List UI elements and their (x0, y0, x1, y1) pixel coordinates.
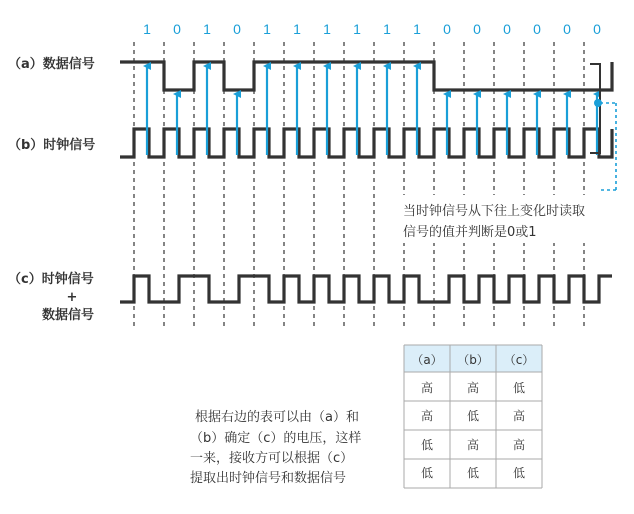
bit-label: 1 (263, 21, 271, 37)
explanation-line2: （b）确定（c）的电压，这样 (190, 431, 362, 446)
table-cell: 低 (420, 438, 434, 452)
table-cell: 高 (420, 381, 434, 395)
bit-label: 1 (143, 21, 151, 37)
callout-line1: 当时钟信号从下往上变化时读取 (403, 204, 586, 219)
clock-signal-waveform (120, 129, 612, 157)
data-signal-waveform (120, 62, 612, 90)
table-cell: 低 (512, 466, 526, 480)
bit-label: 1 (323, 21, 331, 37)
table-cell: 高 (466, 438, 480, 452)
label-combined-signal-line1: （c）时钟信号 (8, 272, 94, 287)
bit-label: 0 (443, 21, 451, 37)
explanation-line4: 提取出时钟信号和数据信号 (190, 471, 347, 486)
callout-line2: 信号的值并判断是0或1 (403, 225, 537, 240)
bit-label: 0 (593, 21, 601, 37)
table-cell: 高 (512, 409, 526, 423)
bit-label: 1 (413, 21, 421, 37)
truth-table (404, 345, 542, 488)
table-header-b: （b） (457, 353, 489, 367)
table-cell: 高 (420, 409, 434, 423)
table-cell: 高 (466, 381, 480, 395)
table-header-a: （a） (411, 353, 443, 367)
callout-dot (594, 99, 602, 107)
bit-labels (143, 21, 601, 37)
label-data-signal: （a）数据信号 (8, 57, 95, 72)
bit-label: 1 (353, 21, 361, 37)
bit-label: 0 (563, 21, 571, 37)
table-cell: 低 (512, 381, 526, 395)
table-cell: 低 (466, 466, 480, 480)
label-clock-signal: （b）时钟信号 (8, 138, 96, 153)
label-combined-signal-line3: 数据信号 (42, 308, 95, 323)
table-header-c: （c） (503, 353, 535, 367)
label-combined-signal-plus: + (66, 290, 78, 305)
bit-label: 0 (173, 21, 181, 37)
bit-label: 0 (473, 21, 481, 37)
table-cell: 低 (420, 466, 434, 480)
bit-label: 1 (383, 21, 391, 37)
explanation-line1: 根据右边的表可以由（a）和 (195, 410, 359, 425)
sampling-arrows (147, 66, 597, 155)
table-cell: 高 (512, 438, 526, 452)
bit-label: 0 (533, 21, 541, 37)
explanation-line3: 一来，接收方可以根据（c） (190, 451, 354, 466)
bit-label: 0 (233, 21, 241, 37)
bit-label: 1 (293, 21, 301, 37)
bit-label: 1 (203, 21, 211, 37)
bit-label: 0 (503, 21, 511, 37)
table-cell: 低 (466, 409, 480, 423)
